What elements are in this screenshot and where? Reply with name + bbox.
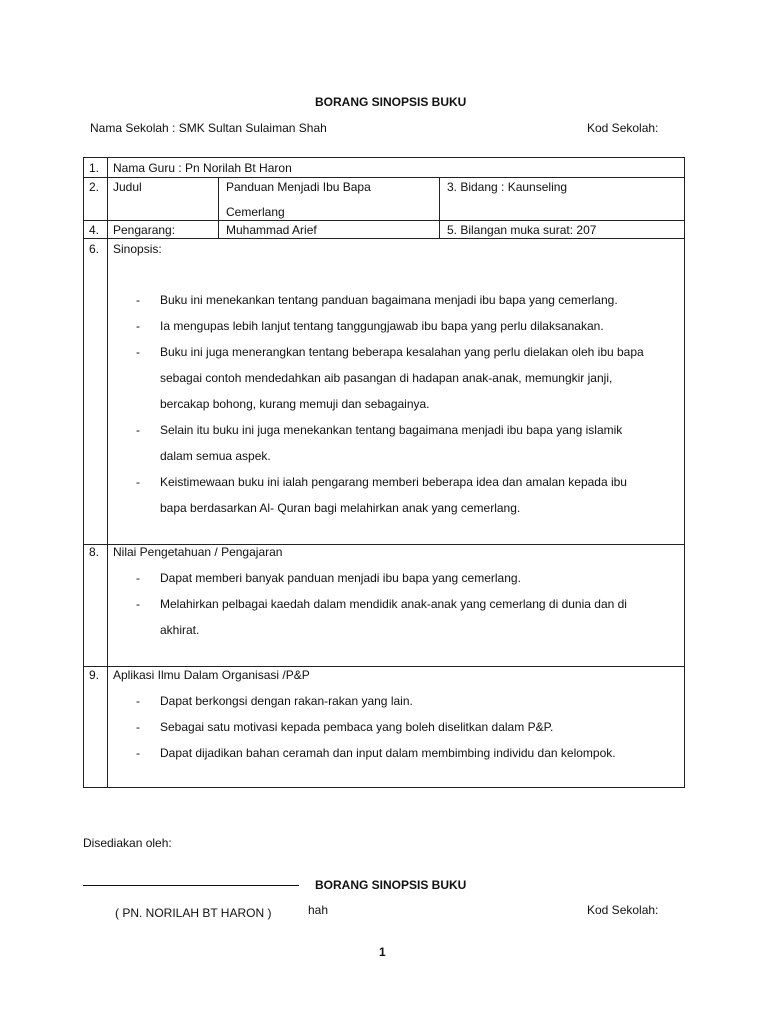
bullet-dash: - [136,345,140,359]
values-bullet: Melahirkan pelbagai kaedah dalam mendidik anak-anak yang cemerlang di dunia dan di [160,597,627,611]
bullet-dash: - [136,597,140,611]
row-number: 8. [89,545,100,559]
synopsis-bullet: Ia mengupas lebih lanjut tentang tanggungjawab ibu bapa yang perlu dilaksanakan. [160,319,604,333]
row-divider [84,666,684,667]
row-number: 2. [89,180,100,194]
application-bullet: Dapat berkongsi dengan rakan-rakan yang lain. [160,694,413,708]
field-of-study: 3. Bidang : Kaunseling [447,180,568,194]
page-number: 1 [379,945,386,959]
school-code-label-repeat: Kod Sekolah: [587,903,659,917]
bullet-dash: - [136,694,140,708]
synopsis-bullet-continuation: dalam semua aspek. [160,449,271,463]
row-number: 9. [89,668,100,682]
synopsis-bullet: Buku ini juga menerangkan tentang beberapa kesalahan yang perlu dielakan oleh ibu bapa [160,345,644,359]
synopsis-bullet-continuation: bapa berdasarkan Al- Quran bagi melahirkan anak yang cemerlang. [160,501,521,515]
column-divider [218,177,219,238]
signer-name: ( PN. NORILAH BT HARON ) [115,906,272,920]
form-title: BORANG SINOPSIS BUKU [315,95,467,109]
values-heading: Nilai Pengetahuan / Pengajaran [113,545,283,559]
synopsis-heading: Sinopsis: [113,242,162,256]
school-code-label: Kod Sekolah: [587,121,659,135]
title-label: Judul [113,180,142,194]
bullet-dash: - [136,746,140,760]
application-bullet: Dapat dijadikan bahan ceramah dan input dalam membimbing individu dan kelompok. [160,746,616,760]
row-divider [84,220,684,221]
title-value-line2: Cemerlang [226,205,285,219]
bullet-dash: - [136,571,140,585]
prepared-by-label: Disediakan oleh: [83,836,172,850]
application-bullet: Sebagai satu motivasi kepada pembaca yang boleh diselitkan dalam P&P. [160,720,554,734]
values-bullet-continuation: akhirat. [160,623,200,637]
synopsis-bullet-continuation: sebagai contoh mendedahkan aib pasangan di hadapan anak-anak, memungkir janji, [160,371,613,385]
school-name: Nama Sekolah : SMK Sultan Sulaiman Shah [90,121,327,135]
author-label: Pengarang: [113,223,176,237]
page-count: 5. Bilangan muka surat: 207 [447,223,597,237]
bullet-dash: - [136,293,140,307]
bullet-dash: - [136,423,140,437]
row-divider [84,238,684,239]
row-number: 1. [89,161,100,175]
author-value: Muhammad Arief [226,223,317,237]
bullet-dash: - [136,720,140,734]
synopsis-bullet: Keistimewaan buku ini ialah pengarang memberi beberapa idea dan amalan kepada ibu [160,475,627,489]
bullet-dash: - [136,319,140,333]
synopsis-bullet-continuation: bercakap bohong, kurang memuji dan sebagainya. [160,397,430,411]
bullet-dash: - [136,475,140,489]
values-bullet: Dapat memberi banyak panduan menjadi ibu bapa yang cemerlang. [160,571,521,585]
synopsis-bullet: Buku ini menekankan tentang panduan bagaimana menjadi ibu bapa yang cemerlang. [160,293,618,307]
synopsis-table [83,157,685,788]
row-divider [84,177,684,178]
column-divider [439,177,440,238]
partial-school-name: hah [308,903,329,917]
teacher-name: Nama Guru : Pn Norilah Bt Haron [113,161,292,175]
form-title-repeat: BORANG SINOPSIS BUKU [315,878,467,892]
synopsis-bullet: Selain itu buku ini juga menekankan tentang bagaimana menjadi ibu bapa yang islamik [160,423,623,437]
application-heading: Aplikasi Ilmu Dalam Organisasi /P&P [113,668,310,682]
row-number: 4. [89,223,100,237]
row-number: 6. [89,242,100,256]
title-value-line1: Panduan Menjadi Ibu Bapa [226,180,371,194]
signature-line [83,885,299,886]
column-divider [107,158,108,787]
